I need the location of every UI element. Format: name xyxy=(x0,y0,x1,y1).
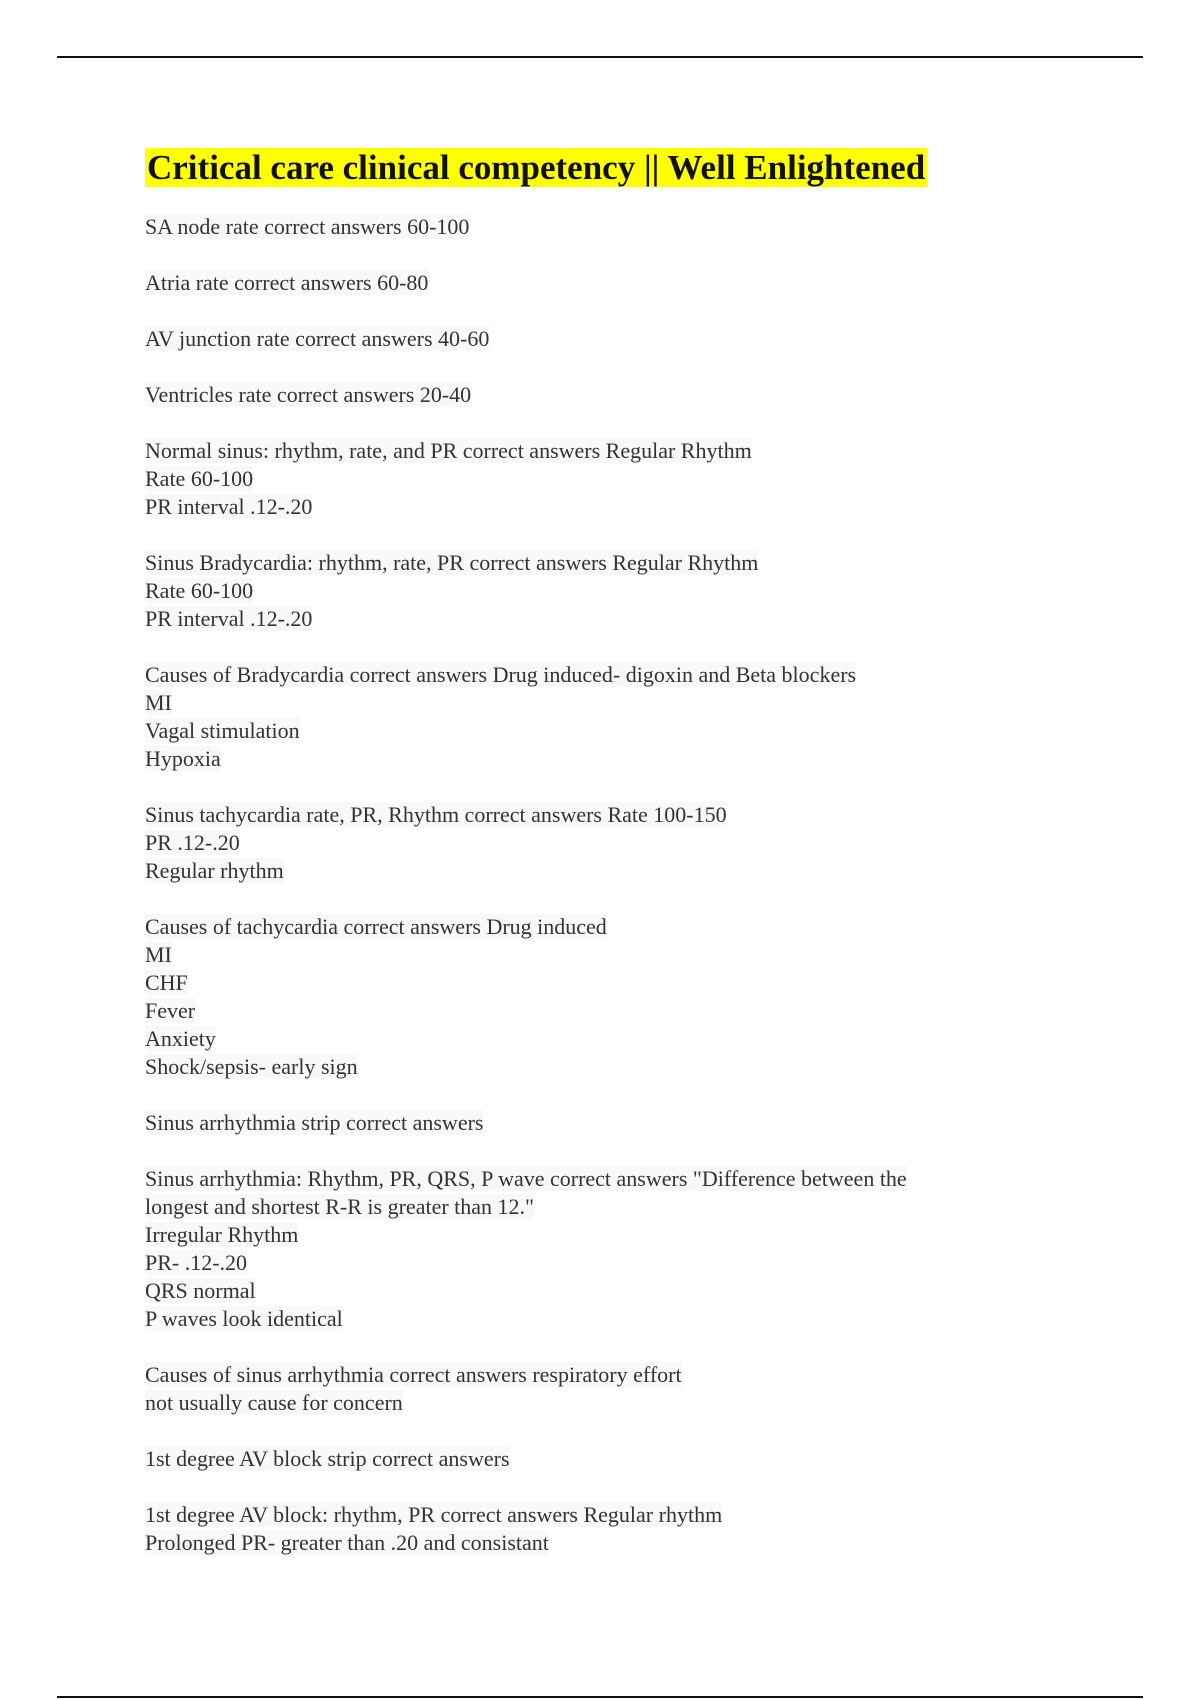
qa-question-line xyxy=(145,269,1045,297)
qa-line-text: Sinus arrhythmia strip correct answers xyxy=(145,1110,484,1135)
qa-answer-line xyxy=(145,1221,1045,1249)
qa-line-text: Ventricles rate correct answers 20-40 xyxy=(145,382,472,407)
qa-line-text: SA node rate correct answers 60-100 xyxy=(145,214,470,239)
qa-answer-line xyxy=(145,857,1045,885)
qa-line-text: MI xyxy=(145,942,172,967)
qa-line-text: 1st degree AV block strip correct answers xyxy=(145,1446,510,1471)
document-title xyxy=(145,146,1045,189)
qa-line-text: Irregular Rhythm xyxy=(145,1222,299,1247)
qa-answer-line xyxy=(145,1053,1045,1081)
qa-line-text: Anxiety xyxy=(145,1026,216,1051)
qa-answer-line xyxy=(145,1305,1045,1333)
qa-entry xyxy=(145,325,1045,353)
qa-line-text: PR interval .12-.20 xyxy=(145,494,313,519)
qa-answer-line xyxy=(145,465,1045,493)
qa-line-text: Sinus tachycardia rate, PR, Rhythm correct answers Rate 100-150 xyxy=(145,802,727,827)
qa-question-line xyxy=(145,913,1045,941)
qa-line-text: MI xyxy=(145,690,172,715)
qa-answer-line xyxy=(145,1389,1045,1417)
qa-entry xyxy=(145,1445,1045,1473)
qa-line-text: Fever xyxy=(145,998,196,1023)
qa-line-text: longest and shortest R-R is greater than 12." xyxy=(145,1194,535,1219)
qa-answer-line xyxy=(145,717,1045,745)
qa-entry xyxy=(145,1165,1045,1333)
qa-answer-line xyxy=(145,1193,1045,1221)
qa-entry xyxy=(145,437,1045,521)
qa-line-text: P waves look identical xyxy=(145,1306,343,1331)
qa-question-line xyxy=(145,1109,1045,1137)
qa-line-text: Causes of Bradycardia correct answers Drug induced- digoxin and Beta blockers xyxy=(145,662,857,687)
qa-line-text: Causes of sinus arrhythmia correct answers respiratory effort xyxy=(145,1362,682,1387)
qa-line-text: Rate 60-100 xyxy=(145,466,254,491)
qa-answer-line xyxy=(145,745,1045,773)
qa-question-line xyxy=(145,381,1045,409)
qa-line-text: Prolonged PR- greater than .20 and consistant xyxy=(145,1530,549,1555)
qa-question-line xyxy=(145,1445,1045,1473)
qa-list xyxy=(145,213,1045,1557)
document-body xyxy=(145,146,1045,1585)
qa-entry xyxy=(145,1361,1045,1417)
qa-question-line xyxy=(145,437,1045,465)
qa-line-text: AV junction rate correct answers 40-60 xyxy=(145,326,490,351)
qa-line-text: Causes of tachycardia correct answers Drug induced xyxy=(145,914,607,939)
qa-line-text: not usually cause for concern xyxy=(145,1390,403,1415)
qa-answer-line xyxy=(145,969,1045,997)
qa-line-text: Normal sinus: rhythm, rate, and PR correct answers Regular Rhythm xyxy=(145,438,752,463)
qa-answer-line xyxy=(145,1277,1045,1305)
qa-answer-line xyxy=(145,493,1045,521)
qa-answer-line xyxy=(145,1529,1045,1557)
qa-entry xyxy=(145,213,1045,241)
qa-line-text: 1st degree AV block: rhythm, PR correct answers Regular rhythm xyxy=(145,1502,723,1527)
qa-line-text: QRS normal xyxy=(145,1278,256,1303)
qa-answer-line xyxy=(145,941,1045,969)
qa-question-line xyxy=(145,549,1045,577)
qa-question-line xyxy=(145,213,1045,241)
qa-line-text: PR interval .12-.20 xyxy=(145,606,313,631)
qa-answer-line xyxy=(145,1249,1045,1277)
qa-question-line xyxy=(145,1361,1045,1389)
qa-entry xyxy=(145,1501,1045,1557)
qa-answer-line xyxy=(145,577,1045,605)
qa-line-text: Shock/sepsis- early sign xyxy=(145,1054,358,1079)
qa-question-line xyxy=(145,801,1045,829)
document-title-text: Critical care clinical competency || Well Enlightened xyxy=(147,148,926,187)
qa-question-line xyxy=(145,1165,1045,1193)
qa-line-text: PR .12-.20 xyxy=(145,830,240,855)
qa-question-line xyxy=(145,1501,1045,1529)
qa-line-text: Sinus Bradycardia: rhythm, rate, PR correct answers Regular Rhythm xyxy=(145,550,759,575)
qa-line-text: CHF xyxy=(145,970,188,995)
qa-answer-line xyxy=(145,605,1045,633)
qa-line-text: Regular rhythm xyxy=(145,858,284,883)
qa-line-text: Hypoxia xyxy=(145,746,221,771)
qa-entry xyxy=(145,549,1045,633)
qa-line-text: Sinus arrhythmia: Rhythm, PR, QRS, P wave correct answers "Difference between the xyxy=(145,1166,907,1191)
qa-entry xyxy=(145,913,1045,1081)
qa-question-line xyxy=(145,325,1045,353)
qa-answer-line xyxy=(145,1025,1045,1053)
qa-line-text: Atria rate correct answers 60-80 xyxy=(145,270,429,295)
bottom-rule xyxy=(57,1696,1143,1698)
qa-entry xyxy=(145,1109,1045,1137)
qa-entry xyxy=(145,801,1045,885)
qa-answer-line xyxy=(145,689,1045,717)
qa-entry xyxy=(145,269,1045,297)
qa-answer-line xyxy=(145,997,1045,1025)
qa-entry xyxy=(145,661,1045,773)
qa-answer-line xyxy=(145,829,1045,857)
qa-line-text: PR- .12-.20 xyxy=(145,1250,248,1275)
qa-line-text: Rate 60-100 xyxy=(145,578,254,603)
qa-entry xyxy=(145,381,1045,409)
qa-line-text: Vagal stimulation xyxy=(145,718,300,743)
qa-question-line xyxy=(145,661,1045,689)
top-rule xyxy=(57,56,1143,58)
